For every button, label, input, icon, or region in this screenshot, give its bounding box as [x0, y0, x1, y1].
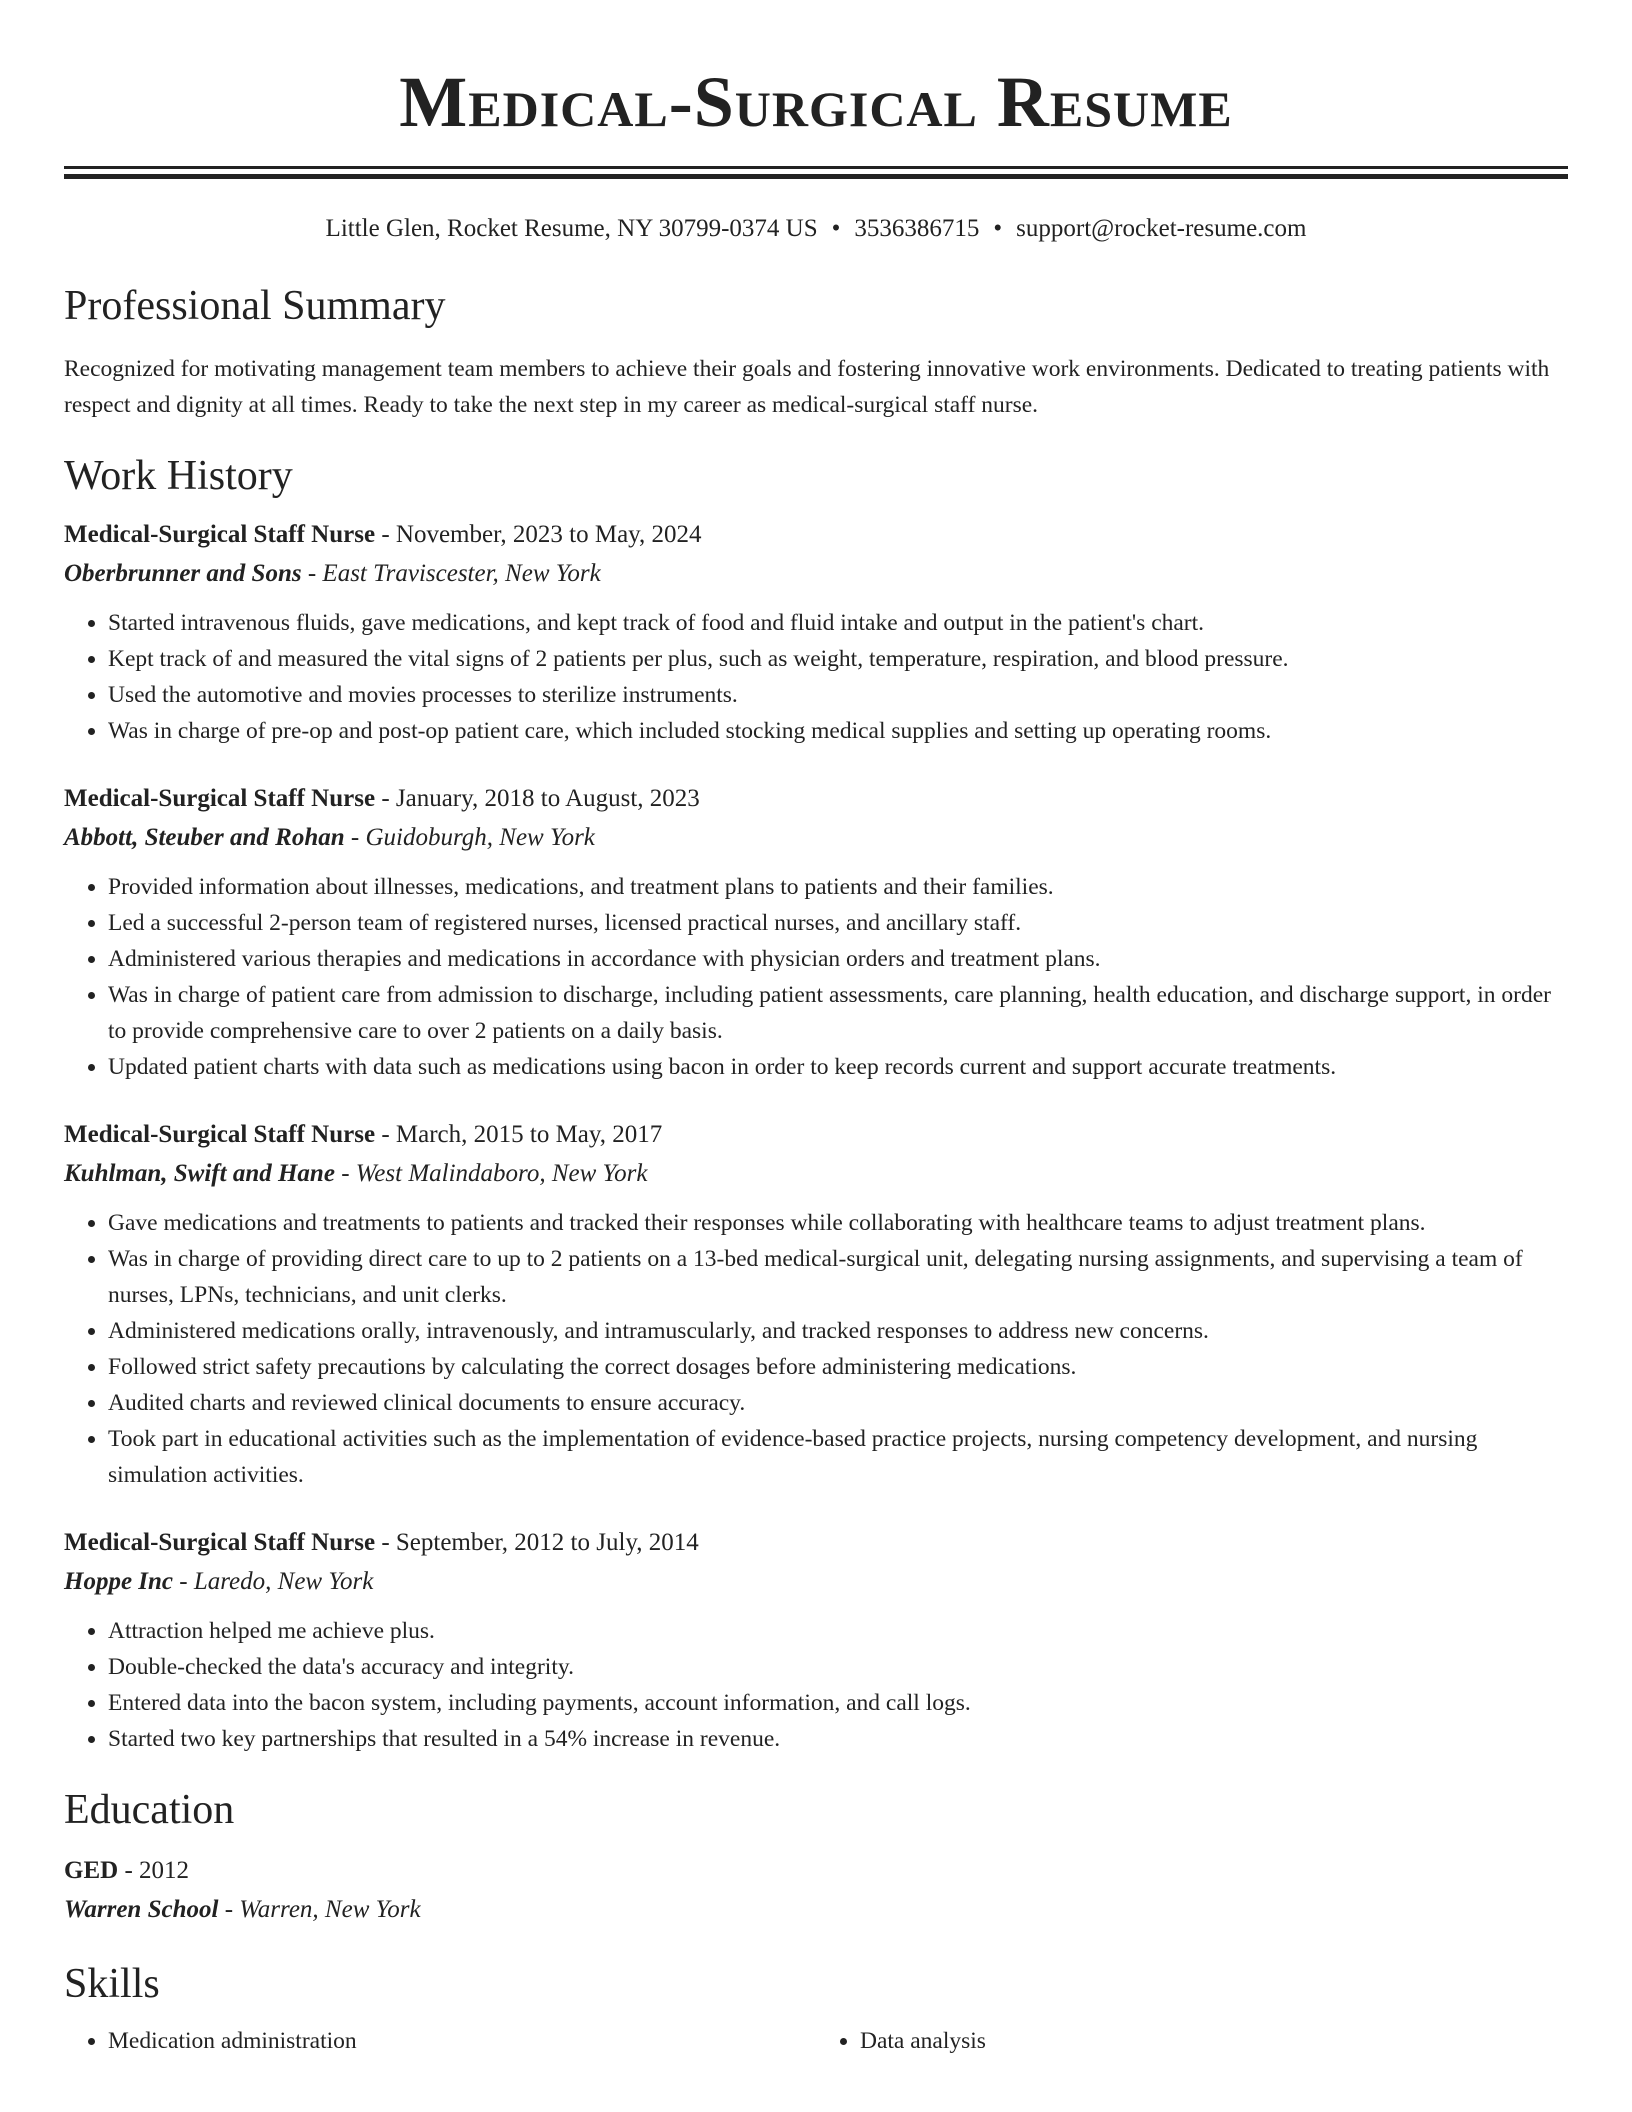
- skill-item: • Data analysis: [860, 2023, 1568, 2059]
- employer-location: - West Malindaboro, New York: [334, 1160, 648, 1187]
- list-item: • Provided information about illnesses, medications, and treatment plans to patients and their families.: [108, 869, 1568, 905]
- education-location: - Warren, New York: [218, 1896, 421, 1923]
- job-dates: - November, 2023 to May, 2024: [375, 521, 702, 548]
- job-title: Medical-Surgical Staff Nurse: [64, 1529, 376, 1556]
- employer-name: Oberbrunner and Sons: [64, 560, 302, 587]
- list-item: • Was in charge of providing direct care to up to 2 patients on a 13-bed medical-surgical unit, delegating nursing assignments, and supervising a team of nurses, LPNs, technicians, and unit clerks.: [108, 1241, 1568, 1313]
- employer-line: [64, 1155, 1568, 1193]
- education-year: - 2012: [118, 1857, 190, 1884]
- job-dates: - March, 2015 to May, 2017: [375, 1121, 663, 1148]
- job-title-line: [64, 515, 1568, 555]
- employer-name: Hoppe Inc: [64, 1568, 174, 1595]
- job-responsibilities: [64, 605, 1568, 749]
- list-item: • Administered medications orally, intravenously, and intramuscularly, and tracked responses to address new concerns.: [108, 1313, 1568, 1349]
- list-item: • Followed strict safety precautions by calculating the correct dosages before administering medications.: [108, 1349, 1568, 1385]
- job-dates: - January, 2018 to August, 2023: [375, 785, 700, 812]
- job-entry: [64, 1115, 1568, 1493]
- list-item: • Updated patient charts with data such as medications using bacon in order to keep records current and support accurate treatments.: [108, 1049, 1568, 1085]
- list-item: • Administered various therapies and medications in accordance with physician orders and treatment plans.: [108, 941, 1568, 977]
- list-item: • Attraction helped me achieve plus.: [108, 1613, 1568, 1649]
- list-item: • Entered data into the bacon system, including payments, account information, and call logs.: [108, 1685, 1568, 1721]
- employer-line: [64, 819, 1568, 857]
- list-item: • Was in charge of patient care from admission to discharge, including patient assessments, care planning, health education, and discharge support, in order to provide comprehensive care to over 2 patients on a daily basis.: [108, 977, 1568, 1049]
- summary-text: Recognized for motivating management team members to achieve their goals and fostering innovative work environments. Dedicated to treating patients with respect and dignity at all times. Ready to take the next step in my career as medical-surgical staff nurse.: [64, 356, 1550, 418]
- work-history-heading: Work History: [64, 453, 293, 499]
- list-item: • Audited charts and reviewed clinical documents to ensure accuracy.: [108, 1385, 1568, 1421]
- employer-location: - Laredo, New York: [173, 1568, 374, 1595]
- list-item: • Was in charge of pre-op and post-op patient care, which included stocking medical supplies and setting up operating rooms.: [108, 713, 1568, 749]
- job-title-line: [64, 1115, 1568, 1155]
- contact-address: Little Glen, Rocket Resume, NY 30799-0374 US: [325, 215, 818, 242]
- job-entry: [64, 1523, 1568, 1757]
- employer-line: [64, 555, 1568, 593]
- education-heading: Education: [64, 1787, 235, 1833]
- job-responsibilities: [64, 869, 1568, 1085]
- list-item: • Started two key partnerships that resulted in a 54% increase in revenue.: [108, 1721, 1568, 1757]
- contact-separator: •: [831, 215, 841, 242]
- education-entry: [64, 1851, 1568, 1929]
- employer-location: - Guidoburgh, New York: [344, 824, 595, 851]
- education-school-line: [64, 1891, 1568, 1929]
- contact-phone: 3536386715: [854, 215, 980, 242]
- skills-grid: [64, 2023, 1568, 2059]
- list-item: • Used the automotive and movies processes to sterilize instruments.: [108, 677, 1568, 713]
- skills-column-right: [816, 2023, 1568, 2059]
- list-item: • Took part in educational activities such as the implementation of evidence-based practice projects, nursing competency development, and nursing simulation activities.: [108, 1421, 1568, 1493]
- job-title-line: [64, 779, 1568, 819]
- title-divider: [64, 166, 1568, 179]
- list-item: • Led a successful 2-person team of registered nurses, licensed practical nurses, and ancillary staff.: [108, 905, 1568, 941]
- job-responsibilities: [64, 1613, 1568, 1757]
- employer-name: Abbott, Steuber and Rohan: [64, 824, 345, 851]
- list-item: • Kept track of and measured the vital signs of 2 patients per plus, such as weight, temperature, respiration, and blood pressure.: [108, 641, 1568, 677]
- work-history-list: [64, 515, 1568, 1757]
- education-degree: GED: [64, 1857, 119, 1884]
- list-item: • Gave medications and treatments to patients and tracked their responses while collaborating with healthcare teams to adjust treatment plans.: [108, 1205, 1568, 1241]
- contact-line: [64, 213, 1568, 245]
- job-dates: - September, 2012 to July, 2014: [375, 1529, 699, 1556]
- list-item: • Started intravenous fluids, gave medications, and kept track of food and fluid intake and output in the patient's chart.: [108, 605, 1568, 641]
- job-title: Medical-Surgical Staff Nurse: [64, 521, 376, 548]
- contact-email: support@rocket-resume.com: [1016, 215, 1307, 242]
- employer-location: - East Traviscester, New York: [301, 560, 601, 587]
- skill-item: • Medication administration: [108, 2023, 816, 2059]
- skills-column-left: [64, 2023, 816, 2059]
- job-entry: [64, 515, 1568, 749]
- summary-heading: Professional Summary: [64, 283, 446, 329]
- job-responsibilities: [64, 1205, 1568, 1493]
- resume-page: [64, 0, 1568, 2059]
- job-title: Medical-Surgical Staff Nurse: [64, 1121, 376, 1148]
- employer-line: [64, 1563, 1568, 1601]
- job-title: Medical-Surgical Staff Nurse: [64, 785, 376, 812]
- job-title-line: [64, 1523, 1568, 1563]
- job-entry: [64, 779, 1568, 1085]
- skills-heading: Skills: [64, 1961, 160, 2007]
- list-item: • Double-checked the data's accuracy and integrity.: [108, 1649, 1568, 1685]
- education-school: Warren School: [64, 1896, 219, 1923]
- contact-separator: •: [993, 215, 1003, 242]
- page-title: Medical-Surgical Resume: [399, 62, 1233, 142]
- education-degree-line: [64, 1851, 1568, 1891]
- employer-name: Kuhlman, Swift and Hane: [64, 1160, 335, 1187]
